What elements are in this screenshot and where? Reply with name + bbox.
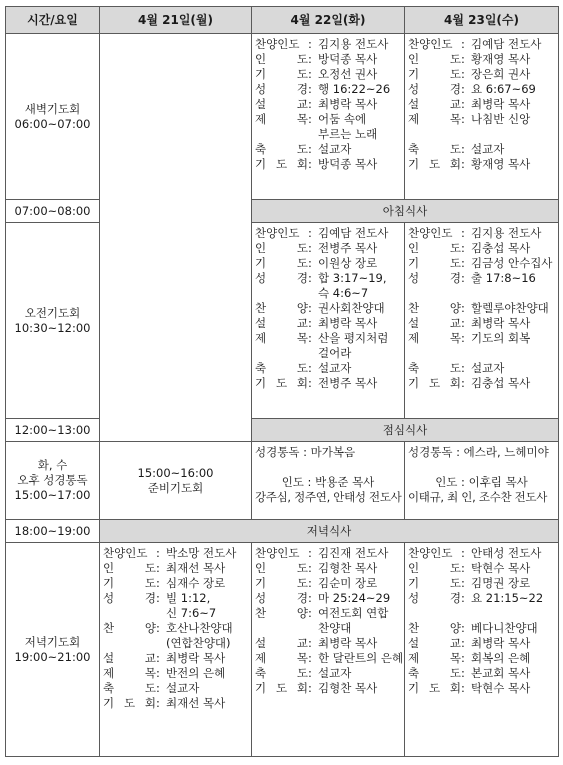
entry-value: 반전의 은혜 (166, 666, 226, 680)
entry-label: 성 경 (255, 271, 308, 285)
entry-row: 축 도 : 설교자 (255, 142, 401, 157)
dawn-time: 06:00~07:00 (14, 116, 91, 131)
entry-label: 기 도 회 (408, 681, 461, 695)
entry-value: 김형찬 목사 (318, 561, 378, 575)
entry-label: 찬양인도 (255, 37, 300, 51)
mon-prep-cell (100, 442, 252, 520)
entry-label: 축 도 (408, 666, 461, 680)
entry-row: 기 도 : 오정선 권사 (255, 67, 401, 82)
entry-label: 제 목 (255, 651, 308, 665)
entry-label: 제 목 (408, 651, 461, 665)
entry-label: 성 경 (408, 271, 461, 285)
entry-row: 찬 양 : 권사회찬양대 (255, 301, 401, 316)
entry-label: 설 교 (103, 651, 156, 665)
entry-row: 찬양인도 : 김진재 전도사 (255, 546, 401, 561)
afternoon-wed-cell (405, 442, 559, 520)
breakfast-time: 07:00~08:00 (6, 200, 100, 223)
entry-value: 빌 1:12, (166, 591, 211, 605)
entry-value: 최병락 목사 (471, 316, 531, 330)
entry-row: 기 도 회 : 김충섭 목사 (408, 376, 555, 391)
afternoon-name: 오후 성경통독 (17, 473, 88, 487)
entry-label: 인 도 (408, 561, 461, 575)
entry-value: 최재선 목사 (166, 561, 226, 575)
entry-label: 기 도 회 (255, 376, 308, 390)
entry-value-cont: 신 7:6~7 (166, 606, 217, 620)
entry-label: 제 목 (255, 112, 308, 126)
mon-prep-time: 15:00~16:00 (137, 465, 214, 480)
entry-label: 설 교 (255, 636, 308, 650)
entry-value: 방덕종 목사 (318, 157, 378, 171)
entry-row: 기 도 : 김금성 안수집사 (408, 256, 555, 271)
entry-label: 성 경 (103, 591, 156, 605)
entry-label: 찬양인도 (408, 226, 453, 240)
entry-label: 기 도 회 (255, 157, 308, 171)
entry-value: 황재영 목사 (471, 157, 531, 171)
entry-value: 나침반 신앙 (471, 112, 531, 126)
entry-value: 탁현수 목사 (471, 681, 531, 695)
morning-time-cell (6, 223, 100, 419)
entry-row: 성 경 : 빌 1:12, (103, 591, 248, 606)
entry-value: 이원상 장로 (318, 256, 378, 270)
entry-row: 제 목 : 산을 평지처럼 (255, 331, 401, 346)
entry-value: 김충섭 목사 (471, 241, 531, 255)
dawn-row (6, 34, 559, 200)
evening-wed-cell (405, 543, 559, 757)
entry-label: 찬 양 (255, 301, 308, 315)
entry-value: 산을 평지처럼 (318, 331, 389, 345)
entry-value: 호산나찬양대 (166, 621, 233, 635)
entry-value-cont: 걸어라 (318, 346, 352, 360)
entry-row: 찬양인도 : 안태성 전도사 (408, 546, 555, 561)
entry-label: 인 도 (408, 52, 461, 66)
entry-value-cont: 슥 4:6~7 (318, 286, 369, 300)
entry-value: 설교자 (318, 361, 352, 375)
entry-row: 기 도 회 : 김형찬 목사 (255, 681, 401, 696)
entry-label: 설 교 (255, 97, 308, 111)
entry-row: 제 목 : 회복의 은혜 (408, 651, 555, 666)
entry-row: 기 도 회 : 황재영 목사 (408, 157, 555, 172)
entry-row: 제 목 : 나침반 신앙 (408, 112, 555, 127)
entry-value: 김예담 전도사 (318, 226, 389, 240)
morning-name: 오전기도회 (24, 305, 81, 320)
entry-value: 최병락 목사 (471, 97, 531, 111)
entry-row: 성 경 : 행 16:22~26 (255, 82, 401, 97)
entry-row: 인 도 : 김충섭 목사 (408, 241, 555, 256)
entry-label: 제 목 (408, 112, 461, 126)
entry-label: 기 도 (408, 576, 461, 590)
breakfast-row (6, 200, 559, 223)
entry-row: 기 도 : 김순미 장로 (255, 576, 401, 591)
entry-label: 기 도 회 (408, 376, 461, 390)
entry-row: 설 교 : 최병락 목사 (408, 316, 555, 331)
entry-row: 기 도 : 김명권 장로 (408, 576, 555, 591)
entry-row: 설 교 : 최병락 목사 (103, 651, 248, 666)
entry-value: 출 17:8~16 (471, 271, 536, 285)
entry-label: 축 도 (408, 361, 461, 375)
entry-label: 설 교 (408, 636, 461, 650)
entry-row: 기 도 회 : 전병주 목사 (255, 376, 401, 391)
entry-row: 성 경 : 출 17:8~16 (408, 271, 555, 286)
entry-label: 찬 양 (103, 621, 156, 635)
afternoon-row (6, 442, 559, 520)
entry-row: 성 경 : 합 3:17~19, (255, 271, 401, 286)
entry-value: 김충섭 목사 (471, 376, 531, 390)
mon-prep-name: 준비기도회 (147, 480, 204, 495)
entry-row: 인 도 : 방덕종 목사 (255, 52, 401, 67)
entry-row: 성 경 : 요 21:15~22 (408, 591, 555, 606)
entry-row: 찬양인도 : 김예담 전도사 (255, 226, 401, 241)
afternoon-tue-cell (252, 442, 405, 520)
entry-value: 오정선 권사 (318, 67, 378, 81)
tue-reading-leader: 인도 : 박용준 목사 (281, 475, 375, 489)
entry-value: 김지용 전도사 (318, 37, 389, 51)
header-time: 시간/요일 (6, 7, 100, 34)
entry-label: 설 교 (408, 316, 461, 330)
evening-mon-cell (100, 543, 252, 757)
wed-reading: 성경통독 : 에스라, 느헤미야 (408, 445, 549, 459)
entry-label: 찬양인도 (408, 37, 453, 51)
evening-time-cell (6, 543, 100, 757)
entry-value: 설교자 (166, 681, 200, 695)
entry-value: 최병락 목사 (471, 636, 531, 650)
entry-label: 성 경 (408, 82, 461, 96)
entry-label: 인 도 (255, 52, 308, 66)
entry-label: 찬 양 (408, 301, 461, 315)
entry-row: 설 교 : 최병락 목사 (255, 636, 401, 651)
entry-value: 최병락 목사 (318, 97, 378, 111)
entry-label: 인 도 (103, 561, 156, 575)
entry-value: 김금성 안수집사 (471, 256, 553, 270)
entry-value: 요 21:15~22 (471, 591, 544, 605)
entry-value: 황재영 목사 (471, 52, 531, 66)
dinner-label: 저녁식사 (100, 520, 559, 543)
entry-value: 김형찬 목사 (318, 681, 378, 695)
evening-tue-cell (252, 543, 405, 757)
entry-row: 찬 양 : 여전도회 연합 (255, 606, 401, 621)
entry-row: 성 경 : 마 25:24~29 (255, 591, 401, 606)
entry-row: 찬양인도 : 김지용 전도사 (255, 37, 401, 52)
dawn-wed-cell (405, 34, 559, 200)
entry-row: 제 목 : 기도의 회복 (408, 331, 555, 346)
entry-value: 최재선 목사 (166, 696, 226, 710)
entry-row: 기 도 : 이원상 장로 (255, 256, 401, 271)
entry-row: 기 도 회 : 최재선 목사 (103, 696, 248, 711)
lunch-time: 12:00~13:00 (6, 419, 100, 442)
entry-value: 김지용 전도사 (471, 226, 542, 240)
entry-row: 축 도 : 설교자 (255, 666, 401, 681)
schedule-table (5, 6, 559, 757)
entry-label: 인 도 (408, 241, 461, 255)
entry-value: 김순미 장로 (318, 576, 378, 590)
entry-value: 전병주 목사 (318, 241, 378, 255)
evening-time: 19:00~21:00 (14, 649, 91, 664)
entry-label: 축 도 (255, 142, 308, 156)
entry-value: 최병락 목사 (318, 316, 378, 330)
entry-label: 인 도 (255, 561, 308, 575)
entry-row: 기 도 회 : 탁현수 목사 (408, 681, 555, 696)
entry-row: 인 도 : 최재선 목사 (103, 561, 248, 576)
dawn-time-cell (6, 34, 100, 200)
morning-time: 10:30~12:00 (14, 320, 91, 335)
entry-value: 본교회 목사 (471, 666, 531, 680)
entry-label: 제 목 (255, 331, 308, 345)
entry-row: 제 목 : 반전의 은혜 (103, 666, 248, 681)
entry-label: 축 도 (255, 361, 308, 375)
entry-label: 제 목 (408, 331, 461, 345)
entry-row: 찬양인도 : 김예담 전도사 (408, 37, 555, 52)
entry-value: 베다니찬양대 (471, 621, 538, 635)
entry-row: 찬 양 : 베다니찬양대 (408, 621, 555, 636)
entry-value: 기도의 회복 (471, 331, 531, 345)
entry-value: 요 6:67~69 (471, 82, 536, 96)
entry-value: 설교자 (318, 142, 352, 156)
entry-row: 축 도 : 설교자 (408, 361, 555, 376)
header-row (6, 7, 559, 34)
entry-value-cont: (연합찬양대) (166, 636, 231, 650)
entry-label: 설 교 (408, 97, 461, 111)
entry-value: 설교자 (471, 361, 505, 375)
tue-reading: 성경통독 : 마가복음 (255, 445, 356, 459)
entry-value: 탁현수 목사 (471, 561, 531, 575)
entry-label: 인 도 (255, 241, 308, 255)
entry-value: 설교자 (318, 666, 352, 680)
entry-value: 전병주 목사 (318, 376, 378, 390)
entry-label: 기 도 회 (255, 681, 308, 695)
entry-label: 축 도 (408, 142, 461, 156)
entry-value: 김진재 전도사 (318, 546, 389, 560)
wed-reading-helpers: 이태규, 최 인, 조수찬 전도사 (408, 490, 548, 504)
lunch-row (6, 419, 559, 442)
entry-label: 기 도 (255, 67, 308, 81)
entry-label: 찬양인도 (255, 546, 300, 560)
evening-row (6, 543, 559, 757)
entry-label: 설 교 (255, 316, 308, 330)
mon-empty-cell (100, 34, 252, 442)
entry-value: 회복의 은혜 (471, 651, 531, 665)
morning-wed-cell (405, 223, 559, 419)
entry-value: 할렐루야찬양대 (471, 301, 549, 315)
wed-reading-leader: 인도 : 이후림 목사 (435, 475, 528, 489)
entry-value: 어둠 속에 (318, 112, 367, 126)
entry-value: 설교자 (471, 142, 505, 156)
entry-label: 성 경 (255, 591, 308, 605)
entry-label: 찬 양 (255, 606, 308, 620)
entry-row: 기 도 : 심재수 장로 (103, 576, 248, 591)
entry-label: 기 도 (255, 256, 308, 270)
entry-row: 설 교 : 최병락 목사 (408, 636, 555, 651)
entry-row: 찬 양 : 할렐루야찬양대 (408, 301, 555, 316)
entry-label: 기 도 (103, 576, 156, 590)
entry-label: 기 도 회 (408, 157, 461, 171)
entry-value: 최병락 목사 (318, 636, 378, 650)
entry-label: 기 도 회 (103, 696, 156, 710)
entry-row: 설 교 : 최병락 목사 (255, 316, 401, 331)
entry-row: 기 도 : 장은희 권사 (408, 67, 555, 82)
header-day-mon: 4월 21일(월) (100, 7, 252, 34)
breakfast-label: 아침식사 (252, 200, 559, 223)
entry-row: 인 도 : 김형찬 목사 (255, 561, 401, 576)
morning-row (6, 223, 559, 419)
entry-row: 축 도 : 본교회 목사 (408, 666, 555, 681)
afternoon-days: 화, 수 (37, 458, 68, 472)
afternoon-time: 15:00~17:00 (14, 488, 91, 502)
entry-label: 찬양인도 (255, 226, 300, 240)
entry-row: 인 도 : 황재영 목사 (408, 52, 555, 67)
header-day-wed: 4월 23일(수) (405, 7, 559, 34)
entry-label: 찬양인도 (103, 546, 148, 560)
entry-label: 찬 양 (408, 621, 461, 635)
entry-value: 김예담 전도사 (471, 37, 542, 51)
entry-row: 축 도 : 설교자 (103, 681, 248, 696)
entry-row: 인 도 : 전병주 목사 (255, 241, 401, 256)
entry-label: 축 도 (255, 666, 308, 680)
entry-row: 성 경 : 요 6:67~69 (408, 82, 555, 97)
morning-tue-cell (252, 223, 405, 419)
entry-row: 제 목 : 어둠 속에 (255, 112, 401, 127)
entry-value: 안태성 전도사 (471, 546, 542, 560)
entry-value: 박소망 전도사 (166, 546, 237, 560)
header-day-tue: 4월 22일(화) (252, 7, 405, 34)
entry-row: 설 교 : 최병락 목사 (255, 97, 401, 112)
entry-label: 축 도 (103, 681, 156, 695)
entry-value-cont: 부르는 노래 (318, 127, 378, 141)
entry-value: 방덕종 목사 (318, 52, 378, 66)
entry-row: 설 교 : 최병락 목사 (408, 97, 555, 112)
entry-value: 여전도회 연합 (318, 606, 389, 620)
entry-value: 합 3:17~19, (318, 271, 387, 285)
afternoon-time-cell (6, 442, 100, 520)
entry-label: 성 경 (255, 82, 308, 96)
entry-row: 제 목 : 한 달란트의 은혜 (255, 651, 404, 665)
entry-row: 인 도 : 탁현수 목사 (408, 561, 555, 576)
entry-label: 찬양인도 (408, 546, 453, 560)
entry-row: 찬 양 : 호산나찬양대 (103, 621, 248, 636)
entry-value: 최병락 목사 (166, 651, 226, 665)
entry-value: 김명권 장로 (471, 576, 531, 590)
entry-value: 한 달란트의 은혜 (318, 651, 404, 665)
entry-label: 기 도 (408, 256, 461, 270)
entry-row: 기 도 회 : 방덕종 목사 (255, 157, 401, 172)
dawn-tue-cell (252, 34, 405, 200)
lunch-label: 점심식사 (252, 419, 559, 442)
tue-reading-helpers: 강주심, 정주연, 안태성 전도사 (255, 490, 402, 504)
entry-value: 권사회찬양대 (318, 301, 385, 315)
entry-label: 성 경 (408, 591, 461, 605)
entry-value: 행 16:22~26 (318, 82, 391, 96)
dinner-row (6, 520, 559, 543)
entry-row: 찬양인도 : 김지용 전도사 (408, 226, 555, 241)
entry-row: 축 도 : 설교자 (408, 142, 555, 157)
entry-label: 기 도 (255, 576, 308, 590)
entry-label: 기 도 (408, 67, 461, 81)
entry-row: 축 도 : 설교자 (255, 361, 401, 376)
evening-name: 저녁기도회 (24, 634, 81, 649)
entry-value: 마 25:24~29 (318, 591, 391, 605)
entry-value: 장은희 권사 (471, 67, 531, 81)
dinner-time: 18:00~19:00 (6, 520, 100, 543)
entry-label: 제 목 (103, 666, 156, 680)
entry-value-cont: 찬양대 (318, 621, 352, 635)
dawn-name: 새벽기도회 (24, 101, 81, 116)
entry-value: 심재수 장로 (166, 576, 226, 590)
entry-row: 찬양인도 : 박소망 전도사 (103, 546, 248, 561)
